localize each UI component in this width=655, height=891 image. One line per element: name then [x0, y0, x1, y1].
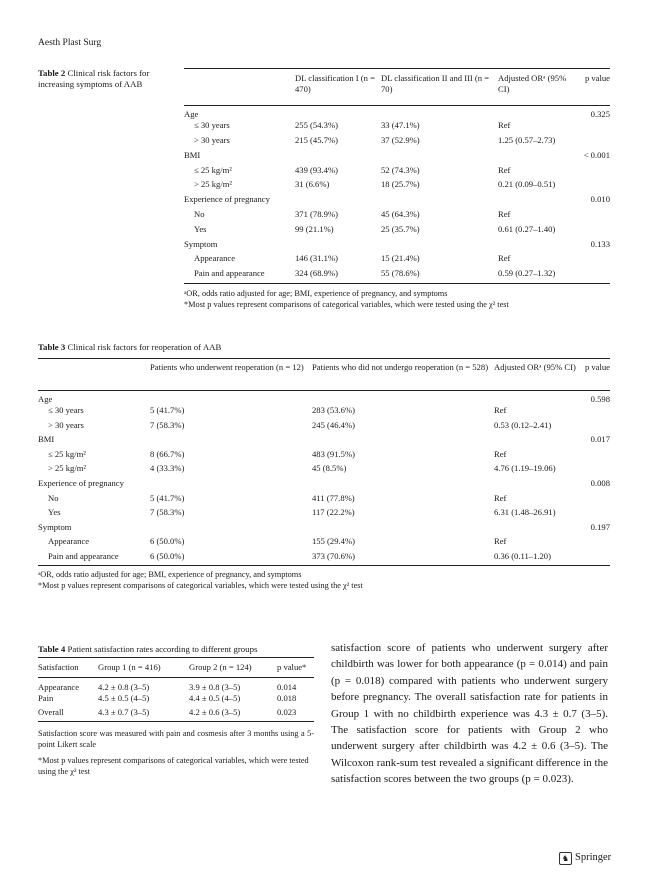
table-cell: 45 (8.5%)	[312, 463, 347, 474]
p-value-cell: 0.008	[590, 478, 610, 489]
table-row	[184, 135, 610, 150]
row-label: No	[48, 492, 59, 503]
row-label: > 25 kg/m²	[194, 179, 232, 190]
table-row	[184, 165, 610, 180]
table2-note: ᵃOR, odds ratio adjusted for age; BMI, experience of pregnancy, and symptoms	[184, 288, 448, 298]
p-value-cell: 0.017	[590, 434, 610, 445]
row-label: Pain	[38, 692, 54, 703]
table-cell: 3.9 ± 0.8 (3–5)	[189, 682, 241, 692]
row-label: ≤ 30 years	[194, 120, 230, 131]
table-row	[38, 678, 314, 693]
table3-caption-text: Clinical risk factors for reoperation of AAB	[67, 342, 222, 352]
table-cell: 45 (64.3%)	[381, 209, 420, 220]
table-cell: 4 (33.3%)	[150, 463, 185, 474]
p-value-cell	[578, 179, 610, 194]
odds-ratio-cell	[498, 239, 578, 254]
row-label: Yes	[194, 223, 207, 234]
row-label: Age	[38, 394, 53, 404]
p-value-cell	[580, 420, 610, 435]
table2-header-cell	[184, 69, 295, 106]
table2-note: *Most p values represent comparisons of categorical variables, which were tested using the χ² test	[184, 299, 509, 309]
row-label: Appearance	[38, 682, 80, 692]
table3-header-row	[38, 359, 610, 391]
table-cell	[295, 106, 381, 121]
p-value-cell	[580, 463, 610, 478]
body-paragraph: satisfaction score of patients who underwent surgery after childbirth was lower for both appearance (p = 0.014) and pain (p = 0.018) compared with patients who underwent surgery before pregnancy. The overall satisfaction rate for patients in Group 1 with no childbirth experience was 4.3 ± 0.7 (3–5). The satisfaction score for patients with Group 2 who underwent surgery after childbirth was 4.2 ± 0.6 (3–5). The Wilcoxon rank-sum test revealed a significant difference in the satisfaction scores between the two groups (p = 0.023).	[331, 642, 608, 786]
table4-header-cell: p value*	[277, 662, 307, 672]
table-row	[38, 536, 610, 551]
table-cell: 18 (25.7%)	[381, 179, 420, 190]
table-row	[38, 478, 610, 493]
row-label: Pain and appearance	[48, 551, 119, 562]
table-cell: 52 (74.3%)	[381, 164, 420, 175]
table3-header-cell: Adjusted ORᵃ (95% CI)	[494, 362, 576, 372]
table-cell: 373 (70.6%)	[312, 551, 355, 562]
table4-caption	[38, 644, 257, 655]
table-row	[184, 268, 610, 283]
table-cell: 4.3 ± 0.7 (3–5)	[98, 707, 150, 718]
p-value-cell: < 0.001	[583, 149, 610, 160]
odds-ratio-cell: Ref	[494, 448, 507, 459]
table2-header-cell: Adjusted ORᵃ (95% CI)	[498, 73, 567, 94]
table4-header-cell: Group 2 (n = 124)	[189, 662, 252, 672]
table-cell: 411 (77.8%)	[312, 492, 355, 503]
row-label: > 25 kg/m²	[48, 463, 86, 474]
odds-ratio-cell	[494, 522, 580, 537]
table-row	[38, 551, 610, 566]
table2-caption	[38, 68, 163, 91]
p-value-cell	[580, 449, 610, 464]
table2-body	[184, 106, 610, 284]
table2-header-cell: p value	[584, 73, 610, 83]
table-row	[38, 391, 610, 406]
p-value-cell: 0.133	[590, 238, 610, 249]
table-cell: 283 (53.6%)	[312, 405, 355, 416]
row-label: > 30 years	[48, 419, 84, 430]
table-cell: 5 (41.7%)	[150, 492, 185, 503]
p-value-cell	[580, 493, 610, 508]
odds-ratio-cell	[498, 106, 578, 121]
p-value-cell: 0.598	[590, 394, 610, 404]
row-label: ≤ 25 kg/m²	[194, 164, 232, 175]
table-cell: 324 (68.9%)	[295, 268, 338, 279]
table3	[38, 358, 610, 592]
table-cell: 4.2 ± 0.6 (3–5)	[189, 707, 241, 718]
table-cell: 25 (35.7%)	[381, 223, 420, 234]
table4-grid	[38, 657, 314, 722]
row-label: ≤ 30 years	[48, 405, 84, 416]
table-row	[184, 194, 610, 209]
table4-caption-label: Table 4	[38, 644, 66, 654]
row-label: Yes	[48, 507, 61, 518]
table-row	[38, 463, 610, 478]
table3-note: ᵃOR, odds ratio adjusted for age; BMI, experience of pregnancy, and symptoms	[38, 570, 302, 580]
table-cell: 146 (31.1%)	[295, 253, 338, 264]
p-value-cell	[578, 209, 610, 224]
table-cell	[295, 239, 381, 254]
row-label: Appearance	[194, 253, 236, 264]
table-row	[184, 150, 610, 165]
row-label: Overall	[38, 707, 64, 718]
table-cell: 255 (54.3%)	[295, 120, 338, 131]
table-cell: 4.4 ± 0.5 (4–5)	[189, 692, 241, 703]
table-row	[184, 120, 610, 135]
p-value-cell: 0.325	[590, 109, 610, 119]
table-row	[184, 239, 610, 254]
p-value-cell: 0.014	[277, 682, 297, 692]
springer-horse-icon: ♞	[559, 852, 572, 865]
odds-ratio-cell: Ref	[494, 405, 507, 416]
row-label: > 30 years	[194, 135, 230, 146]
table3-header-cell: Patients who underwent reoperation (n = 12)	[150, 362, 304, 372]
journal-header: Aesth Plast Surg	[38, 38, 102, 48]
table3-body	[38, 391, 610, 566]
table4	[38, 657, 314, 777]
row-label: Experience of pregnancy	[184, 194, 270, 205]
table-row	[38, 507, 610, 522]
table-row	[38, 405, 610, 420]
table-cell	[150, 478, 312, 493]
table2	[184, 68, 610, 310]
table-row	[38, 420, 610, 435]
odds-ratio-cell: 0.59 (0.27–1.32)	[498, 268, 556, 279]
p-value-cell: 0.018	[277, 692, 297, 703]
odds-ratio-cell	[494, 434, 580, 449]
table4-caption-text: Patient satisfaction rates according to different groups	[67, 644, 258, 654]
row-label: Age	[184, 109, 199, 119]
table-cell: 55 (78.6%)	[381, 268, 420, 279]
table2-header-row	[184, 69, 610, 106]
table2-header-cell: DL classification II and III (n = 70)	[381, 73, 490, 94]
odds-ratio-cell: 4.76 (1.19–19.06)	[494, 463, 556, 474]
p-value-cell	[578, 224, 610, 239]
table-cell: 6 (50.0%)	[150, 536, 185, 547]
table-cell: 4.2 ± 0.8 (3–5)	[98, 682, 150, 692]
odds-ratio-cell: 0.21 (0.09–0.51)	[498, 179, 556, 190]
table-cell: 33 (47.1%)	[381, 120, 420, 131]
table-cell: 7 (58.3%)	[150, 419, 185, 430]
table3-note: *Most p values represent comparisons of categorical variables, which were tested using the χ² test	[38, 581, 363, 591]
odds-ratio-cell: Ref	[498, 209, 511, 220]
table3-caption-label: Table 3	[38, 342, 66, 352]
table-row	[184, 179, 610, 194]
odds-ratio-cell: 0.53 (0.12–2.41)	[494, 419, 552, 430]
table-cell: 439 (93.4%)	[295, 164, 338, 175]
table-cell	[295, 150, 381, 165]
table3-header-cell: p value	[584, 362, 610, 372]
odds-ratio-cell: Ref	[498, 164, 511, 175]
table-row	[38, 707, 314, 722]
odds-ratio-cell: Ref	[498, 120, 511, 131]
table4-header-row	[38, 658, 314, 678]
row-label: No	[194, 209, 205, 220]
table-cell: 215 (45.7%)	[295, 135, 338, 146]
p-value-cell: 0.197	[590, 521, 610, 532]
table2-header-cell: DL classification I (n = 470)	[295, 73, 375, 94]
table4-note: Satisfaction score was measured with pain and cosmesis after 3 months using a 5-point Likert scale	[38, 729, 314, 750]
odds-ratio-cell: Ref	[494, 492, 507, 503]
table-cell: 7 (58.3%)	[150, 507, 185, 518]
publisher-logo	[559, 851, 611, 865]
table-row	[38, 693, 314, 708]
table2-caption-label: Table 2	[38, 68, 66, 78]
table-cell: 155 (29.4%)	[312, 536, 355, 547]
table-cell: 37 (52.9%)	[381, 135, 420, 146]
table-cell: 245 (46.4%)	[312, 419, 355, 430]
row-label: Experience of pregnancy	[38, 478, 124, 489]
p-value-cell	[578, 120, 610, 135]
table-cell	[295, 194, 381, 209]
table-cell: 4.5 ± 0.5 (4–5)	[98, 692, 150, 703]
table-cell: 483 (91.5%)	[312, 448, 355, 459]
p-value-cell	[580, 551, 610, 566]
table-cell: 15 (21.4%)	[381, 253, 420, 264]
odds-ratio-cell	[498, 150, 578, 165]
row-label: Pain and appearance	[194, 268, 265, 279]
p-value-cell	[580, 536, 610, 551]
table2-grid	[184, 68, 610, 284]
p-value-cell	[578, 165, 610, 180]
table-row	[184, 106, 610, 121]
table-cell	[381, 106, 498, 121]
p-value-cell	[578, 135, 610, 150]
odds-ratio-cell: Ref	[498, 253, 511, 264]
p-value-cell: 0.010	[590, 194, 610, 205]
table3-caption	[38, 342, 221, 353]
table-cell	[150, 434, 312, 449]
p-value-cell	[578, 268, 610, 283]
table-row	[38, 522, 610, 537]
row-label: Symptom	[184, 238, 218, 249]
table-cell	[312, 522, 494, 537]
table-cell	[381, 194, 498, 209]
odds-ratio-cell: Ref	[494, 536, 507, 547]
table-cell: 371 (78.9%)	[295, 209, 338, 220]
odds-ratio-cell: 6.31 (1.48–26.91)	[494, 507, 556, 518]
table-row	[38, 493, 610, 508]
table-cell: 6 (50.0%)	[150, 551, 185, 562]
table3-header-cell	[38, 359, 150, 391]
odds-ratio-cell	[494, 391, 580, 406]
table-row	[184, 253, 610, 268]
table4-body	[38, 678, 314, 722]
p-value-cell	[578, 253, 610, 268]
row-label: BMI	[38, 434, 55, 445]
odds-ratio-cell: 1.25 (0.57–2.73)	[498, 135, 556, 146]
table-cell	[150, 522, 312, 537]
table-cell: 8 (66.7%)	[150, 448, 185, 459]
odds-ratio-cell: 0.36 (0.11–1.20)	[494, 551, 551, 562]
table3-grid	[38, 358, 610, 566]
table-cell: 117 (22.2%)	[312, 507, 355, 518]
p-value-cell: 0.023	[277, 707, 297, 718]
p-value-cell	[580, 405, 610, 420]
row-label: ≤ 25 kg/m²	[48, 448, 86, 459]
row-label: Appearance	[48, 536, 90, 547]
table-cell	[312, 434, 494, 449]
table-row	[38, 434, 610, 449]
table-cell: 31 (6.6%)	[295, 179, 330, 190]
table-cell: 99 (21.1%)	[295, 223, 334, 234]
table-cell	[312, 478, 494, 493]
odds-ratio-cell: 0.61 (0.27–1.40)	[498, 223, 556, 234]
table3-header-cell: Patients who did not undergo reoperation (n = 528)	[312, 362, 489, 372]
table-row	[184, 209, 610, 224]
table-cell	[381, 239, 498, 254]
table4-header-cell: Satisfaction	[38, 662, 79, 672]
table2-caption-text: Clinical risk factors for increasing symptoms of AAB	[38, 68, 150, 90]
publisher-name: Springer	[575, 852, 612, 863]
row-label: BMI	[184, 149, 201, 160]
odds-ratio-cell	[498, 194, 578, 209]
table-cell	[150, 391, 312, 406]
p-value-cell	[580, 507, 610, 522]
table4-header-cell: Group 1 (n = 416)	[98, 662, 161, 672]
table-cell	[312, 391, 494, 406]
table4-note: *Most p values represent comparisons of categorical variables, which were tested using the χ² test	[38, 755, 309, 776]
odds-ratio-cell	[494, 478, 580, 493]
row-label: Symptom	[38, 521, 72, 532]
table-row	[184, 224, 610, 239]
table-cell	[381, 150, 498, 165]
table-cell: 5 (41.7%)	[150, 405, 185, 416]
table-row	[38, 449, 610, 464]
